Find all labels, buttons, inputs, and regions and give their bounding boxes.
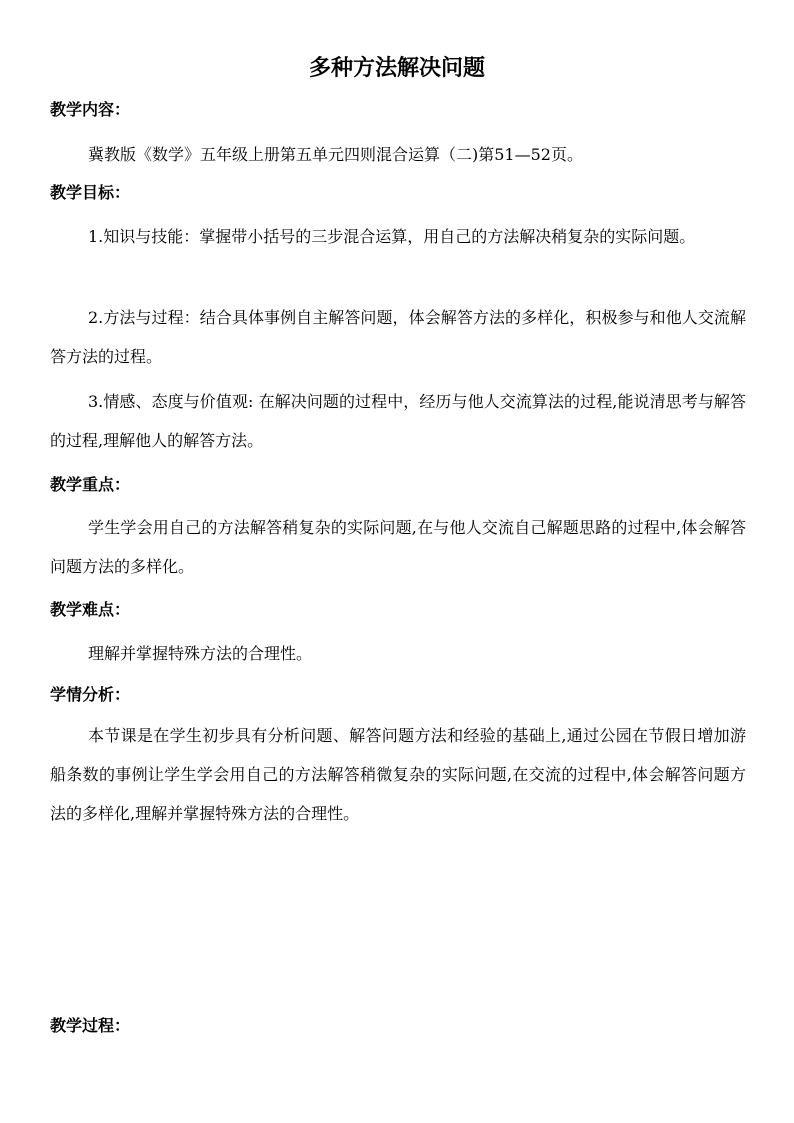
heading-key-points: 教学重点：	[50, 475, 131, 494]
heading-teaching-process: 教学过程：	[50, 1016, 131, 1035]
document-title: 多种方法解决问题	[308, 56, 485, 81]
paragraph-key-points: 学生学会用自己的方法解答稍复杂的实际问题,在与他人交流自己解题思路的过程中,体会解答问题方法的多样化。	[50, 518, 746, 576]
paragraph-difficulties: 理解并掌握特殊方法的合理性。	[88, 644, 313, 663]
paragraph-goal-1: 1.知识与技能：掌握带小括号的三步混合运算，用自己的方法解决稍复杂的实际问题。	[88, 227, 696, 246]
paragraph-learner-analysis: 本节课是在学生初步具有分析问题、解答问题方法和经验的基础上,通过公园在节假日增加游船条数的事例让学生学会用自己的方法解答稍微复杂的实际问题,在交流的过程中,体会解答问题方法的多样化,理解并掌握特殊方法的合理性。	[50, 726, 746, 823]
heading-learner-analysis: 学情分析：	[50, 685, 131, 704]
heading-teaching-content: 教学内容：	[50, 100, 131, 119]
heading-teaching-goals: 教学目标：	[50, 183, 131, 202]
heading-difficulties: 教学难点：	[50, 600, 131, 619]
paragraph-goal-2: 2.方法与过程：结合具体事例自主解答问题，体会解答方法的多样化，积极参与和他人交流解答方法的过程。	[50, 308, 746, 366]
paragraph-teaching-content: 冀教版《数学》五年级上册第五单元四则混合运算（二)第51—52页。	[88, 145, 583, 164]
paragraph-goal-3: 3.情感、态度与价值观: 在解决问题的过程中，经历与他人交流算法的过程,能说清思考与解答的过程,理解他人的解答方法。	[50, 392, 746, 450]
